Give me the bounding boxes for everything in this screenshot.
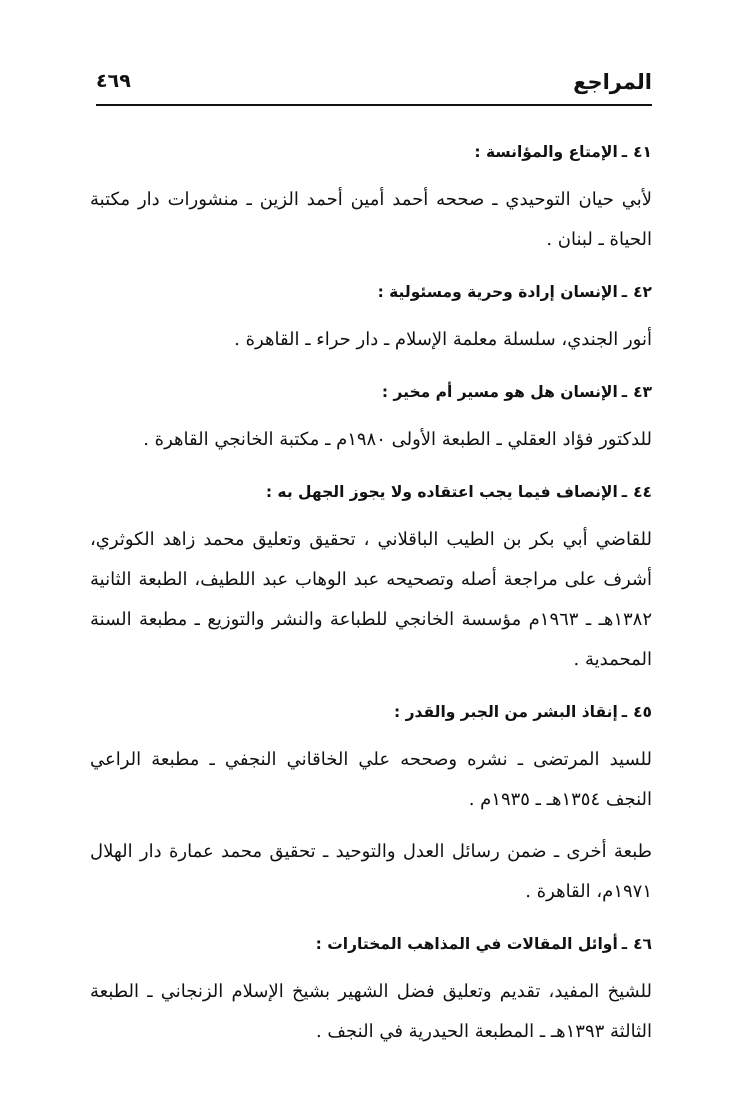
entry-dash: ـ	[621, 383, 628, 401]
entry-description: أنور الجندي، سلسلة معلمة الإسلام ـ دار حراء ـ القاهرة .	[234, 329, 652, 350]
header-rule	[96, 104, 652, 106]
entry-title: الإنسان هل هو مسير أم مخير :	[381, 383, 618, 401]
entry-dash: ـ	[621, 935, 628, 953]
running-head-title: المراجع	[573, 70, 652, 94]
entry-dash: ـ	[621, 483, 628, 501]
reference-entry	[90, 472, 652, 680]
entry-heading	[90, 924, 652, 964]
page-number: ٤٦٩	[96, 70, 131, 92]
reference-entry	[90, 692, 652, 912]
entry-number: ٤٤	[633, 483, 652, 501]
reference-entry	[90, 272, 652, 360]
entry-heading	[90, 472, 652, 512]
entry-description: لأبي حيان التوحيدي ـ صححه أحمد أمين أحمد الزين ـ منشورات دار مكتبة الحياة ـ لبنان .	[90, 189, 652, 250]
entry-dash: ـ	[621, 283, 628, 301]
entry-heading	[90, 692, 652, 732]
reference-entry	[90, 924, 652, 1052]
entry-number: ٤٣	[633, 383, 652, 401]
entry-number: ٤٦	[633, 935, 652, 953]
reference-entry	[90, 372, 652, 460]
entry-title: الإمتاع والمؤانسة :	[474, 143, 618, 161]
entry-number: ٤١	[633, 143, 652, 161]
entry-description: للدكتور فؤاد العقلي ـ الطبعة الأولى ١٩٨٠م ـ مكتبة الخانجي القاهرة .	[143, 429, 652, 450]
entry-number: ٤٥	[633, 703, 652, 721]
entry-description: للسيد المرتضى ـ نشره وصححه علي الخاقاني النجفي ـ مطبعة الراعي النجف ١٣٥٤هـ ـ ١٩٣٥م .	[90, 749, 652, 810]
entry-title: الإنسان إرادة وحرية ومسئولية :	[377, 283, 618, 301]
entry-heading	[90, 132, 652, 172]
entry-description: للشيخ المفيد، تقديم وتعليق فضل الشهير بشيخ الإسلام الزنجاني ـ الطبعة الثالثة ١٣٩٣هـ ـ المطبعة الحيدرية في النجف .	[90, 981, 652, 1042]
entry-title: أوائل المقالات في المذاهب المختارات :	[315, 935, 618, 953]
entry-heading	[90, 272, 652, 312]
references-list	[90, 132, 652, 1064]
entry-number: ٤٢	[633, 283, 652, 301]
entry-title: الإنصاف فيما يجب اعتقاده ولا يجوز الجهل به :	[265, 483, 618, 501]
entry-description: للقاضي أبي بكر بن الطيب الباقلاني ، تحقيق وتعليق محمد زاهد الكوثري، أشرف على مراجعة أصله وتصحيحه عبد الوهاب عبد اللطيف، الطبعة الثانية ١٣٨٢هـ ـ ١٩٦٣م مؤسسة الخانجي للطباعة والنشر والتوزيع ـ مطبعة السنة المحمدية .	[90, 529, 653, 670]
entry-heading	[90, 372, 652, 412]
reference-entry	[90, 132, 652, 260]
entry-dash: ـ	[621, 703, 628, 721]
entry-description-alt-edition: طبعة أخرى ـ ضمن رسائل العدل والتوحيد ـ تحقيق محمد عمارة دار الهلال ١٩٧١م، القاهرة .	[90, 841, 652, 902]
page-header	[96, 68, 652, 102]
entry-title: إنقاذ البشر من الجبر والقدر :	[394, 703, 618, 721]
entry-dash: ـ	[621, 143, 628, 161]
